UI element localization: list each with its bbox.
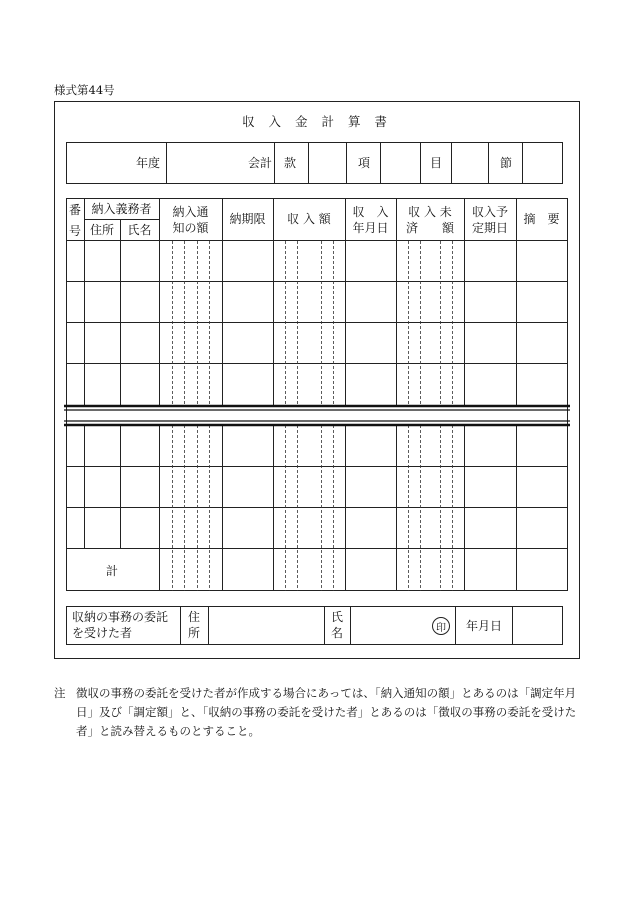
footer-address-label-line1: 住 (188, 610, 201, 624)
address-header: 住所 (89, 222, 114, 237)
scheduled-date-header-line2: 定期日 (471, 220, 508, 235)
unreceived-header-line1: 収 入 未 (408, 204, 452, 219)
moku-label: 目 (430, 156, 443, 170)
footnote-body: 徴収の事務の委託を受けた者が作成する場合にあっては、「納入通知の額」とあるのは「調定年月日」及び「調定額」と、「収納の事務の委託を受けた者」とあるのは「徴収の事務の委託を受けた者」と読み替えるものとすること。 (76, 686, 577, 738)
received-date-header-line1: 収 入 (352, 204, 389, 219)
number-header-bottom: 号 (69, 224, 82, 238)
seal-mark-icon: 印 (432, 617, 450, 635)
entrusted-label-line1: 収納の事務の委託 (72, 610, 169, 624)
due-date-header: 納期限 (229, 211, 266, 226)
footer-name-label-line1: 氏 (331, 610, 344, 624)
entrusted-label-line2: を受けた者 (72, 626, 133, 640)
notice-amount-header-line2: 知の額 (172, 220, 209, 235)
account-label: 会計 (248, 156, 273, 170)
footer-address-label-line2: 所 (188, 626, 201, 640)
notice-amount-header-line1: 納入通 (172, 204, 209, 219)
number-header-top: 番 (69, 203, 82, 217)
scheduled-date-header-line1: 収入予 (471, 204, 508, 219)
kou-label: 項 (358, 156, 371, 170)
kan-label: 款 (284, 156, 297, 170)
obligor-header: 納入義務者 (91, 201, 152, 216)
footnote-head: 注 (54, 686, 66, 700)
total-label: 計 (106, 564, 119, 578)
footer-name-label-line2: 名 (331, 626, 344, 640)
received-date-header-line2: 年月日 (352, 220, 389, 235)
remarks-header: 摘 要 (523, 211, 560, 226)
form-number: 様式第44号 (54, 83, 115, 97)
name-header: 氏名 (127, 222, 152, 237)
unreceived-header-line2: 済 額 (405, 220, 454, 235)
received-amount-header: 収 入 額 (287, 211, 331, 226)
setsu-label: 節 (500, 156, 513, 170)
page-title: 収 入 金 計 算 書 (242, 113, 392, 129)
footer-date-label: 年月日 (466, 619, 503, 633)
fiscal-year-label: 年度 (136, 156, 161, 170)
